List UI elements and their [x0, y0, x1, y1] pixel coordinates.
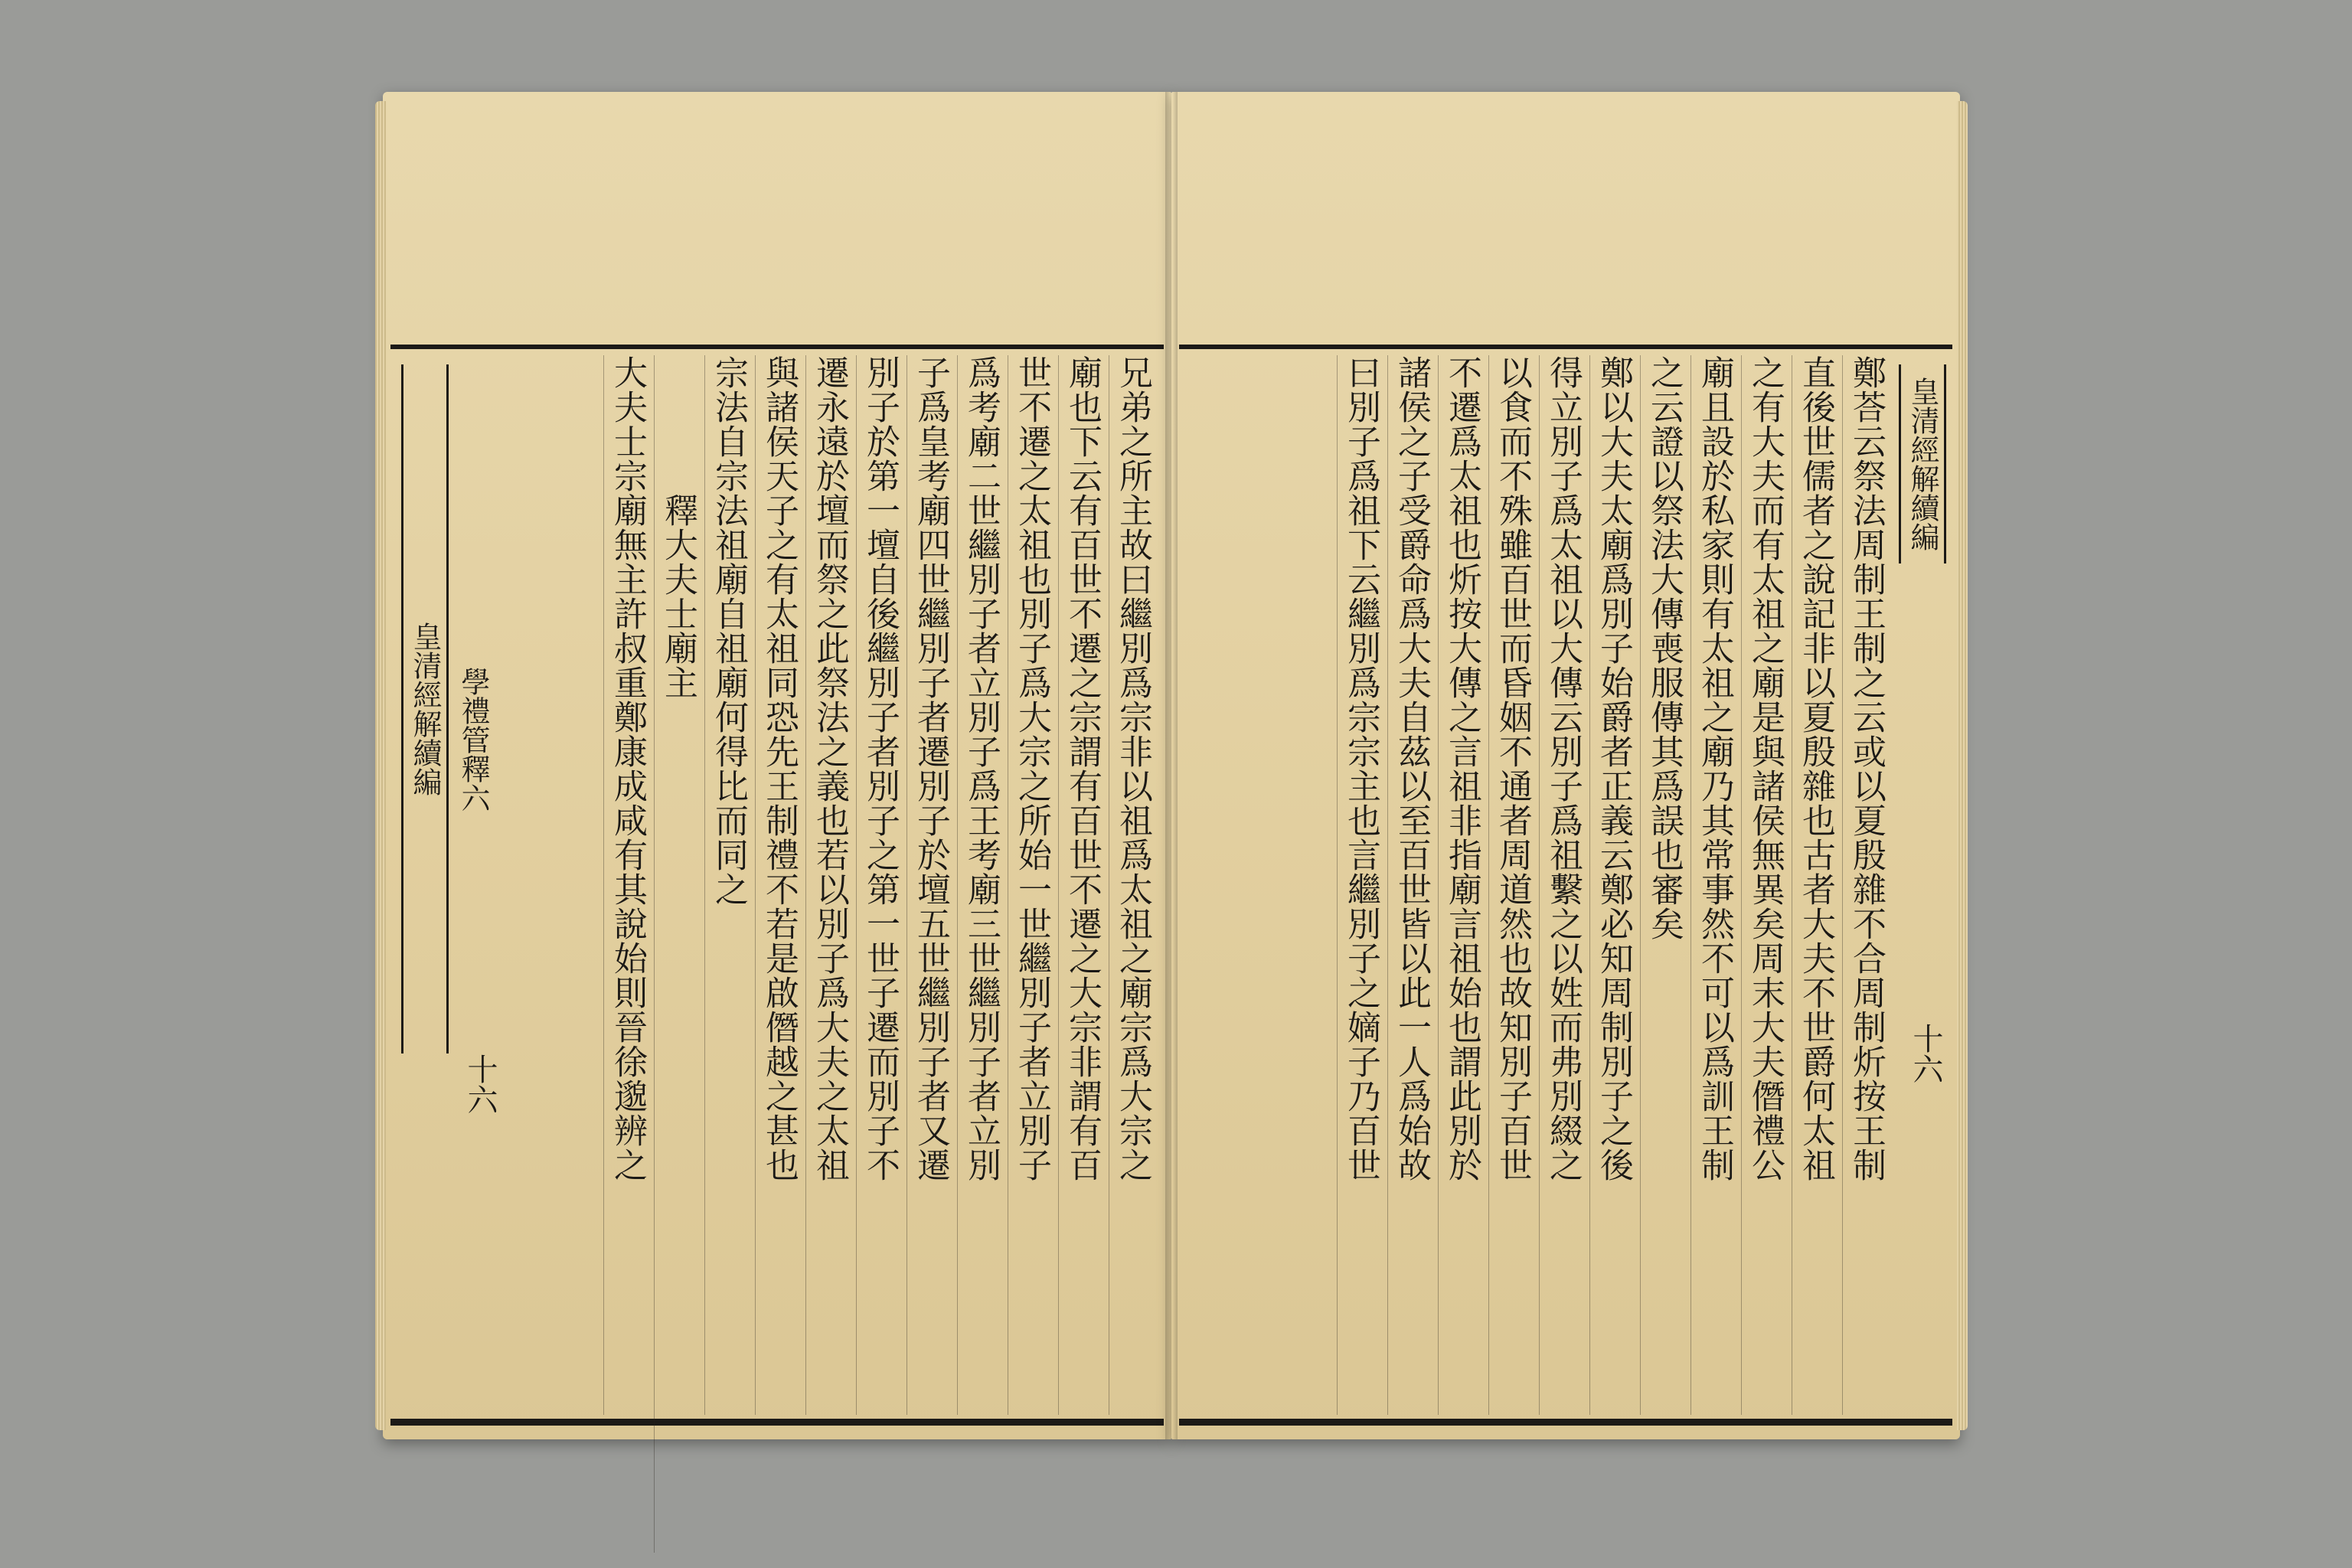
section-heading: 釋大夫士廟主 [654, 355, 701, 1553]
text-column: 直後世儒者之說記非以夏殷雜也古者大夫不世爵何太祖 [1792, 355, 1838, 1415]
text-column: 別子於第一壇自後繼別子者別子之第一世子遷而別子不 [856, 355, 903, 1415]
page-edges-left [375, 101, 386, 1430]
text-column: 與諸侯天子之有太祖同恐先王制禮不若是啟僭越之甚也 [755, 355, 802, 1415]
text-column: 爲考廟二世繼別子者立別子爲王考廟三世繼別子者立別 [957, 355, 1004, 1415]
left-text-frame [390, 345, 1164, 1426]
right-text-frame [1179, 345, 1952, 1426]
text-column: 鄭荅云祭法周制王制之云或以夏殷雜不合周制炘按王制 [1842, 355, 1889, 1415]
text-column: 廟也下云有百世不遷之宗謂有百世不遷之大宗非謂有百 [1058, 355, 1105, 1415]
text-column: 大夫士宗廟無主許叔重鄭康成咸有其說始則晉徐邈辨之 [603, 355, 650, 1415]
leaf-number: 十六 [1908, 1023, 1943, 1084]
text-column: 兄弟之所主故曰繼別爲宗非以祖爲太祖之廟宗爲大宗之 [1109, 355, 1155, 1415]
open-book [383, 92, 1960, 1439]
page-edges-right [1957, 101, 1968, 1430]
leaf-number: 十六 [462, 1054, 498, 1115]
margin-book-title: 皇清經解續編 [1899, 364, 1946, 564]
text-column: 以食而不殊雖百世而昏姻不通者周道然也故知別子百世 [1488, 355, 1535, 1415]
text-column: 世不遷之太祖也別子爲大宗之所始一世繼別子者立別子 [1008, 355, 1054, 1415]
text-column: 之云證以祭法大傳喪服傳其爲誤也審矣 [1640, 355, 1687, 1415]
text-column: 廟且設於私家則有太祖之廟乃其常事然不可以爲訓王制 [1690, 355, 1737, 1415]
left-page [383, 92, 1171, 1439]
text-column: 不遷爲太祖也炘按大傳之言祖非指廟言祖始也謂此別於 [1438, 355, 1485, 1415]
text-column: 曰別子爲祖下云繼別爲宗宗主也言繼別子之嫡子乃百世 [1337, 355, 1383, 1415]
margin-section-title: 學禮管釋六 [456, 667, 490, 812]
margin-book-title: 皇清經解續編 [401, 364, 449, 1054]
text-column: 宗法自宗法祖廟自祖廟何得比而同之 [704, 355, 751, 1415]
text-column: 得立別子爲太祖以大傳云別子爲祖繫之以姓而弗別綴之 [1539, 355, 1586, 1415]
text-column: 鄭以大夫太廟爲別子始爵者正義云鄭必知周制別子之後 [1589, 355, 1636, 1415]
right-page [1171, 92, 1960, 1439]
book-gutter [1165, 92, 1178, 1439]
text-column: 諸侯之子受爵命爲大夫自茲以至百世皆以此一人爲始故 [1387, 355, 1434, 1415]
text-column: 之有大夫而有太祖之廟是與諸侯無異矣周末大夫僭禮公 [1741, 355, 1788, 1415]
text-column: 子爲皇考廟四世繼別子者遷別子於壇五世繼別子者又遷 [906, 355, 953, 1415]
text-column: 遷永遠於壇而祭之此祭法之義也若以別子爲大夫之太祖 [805, 355, 852, 1415]
